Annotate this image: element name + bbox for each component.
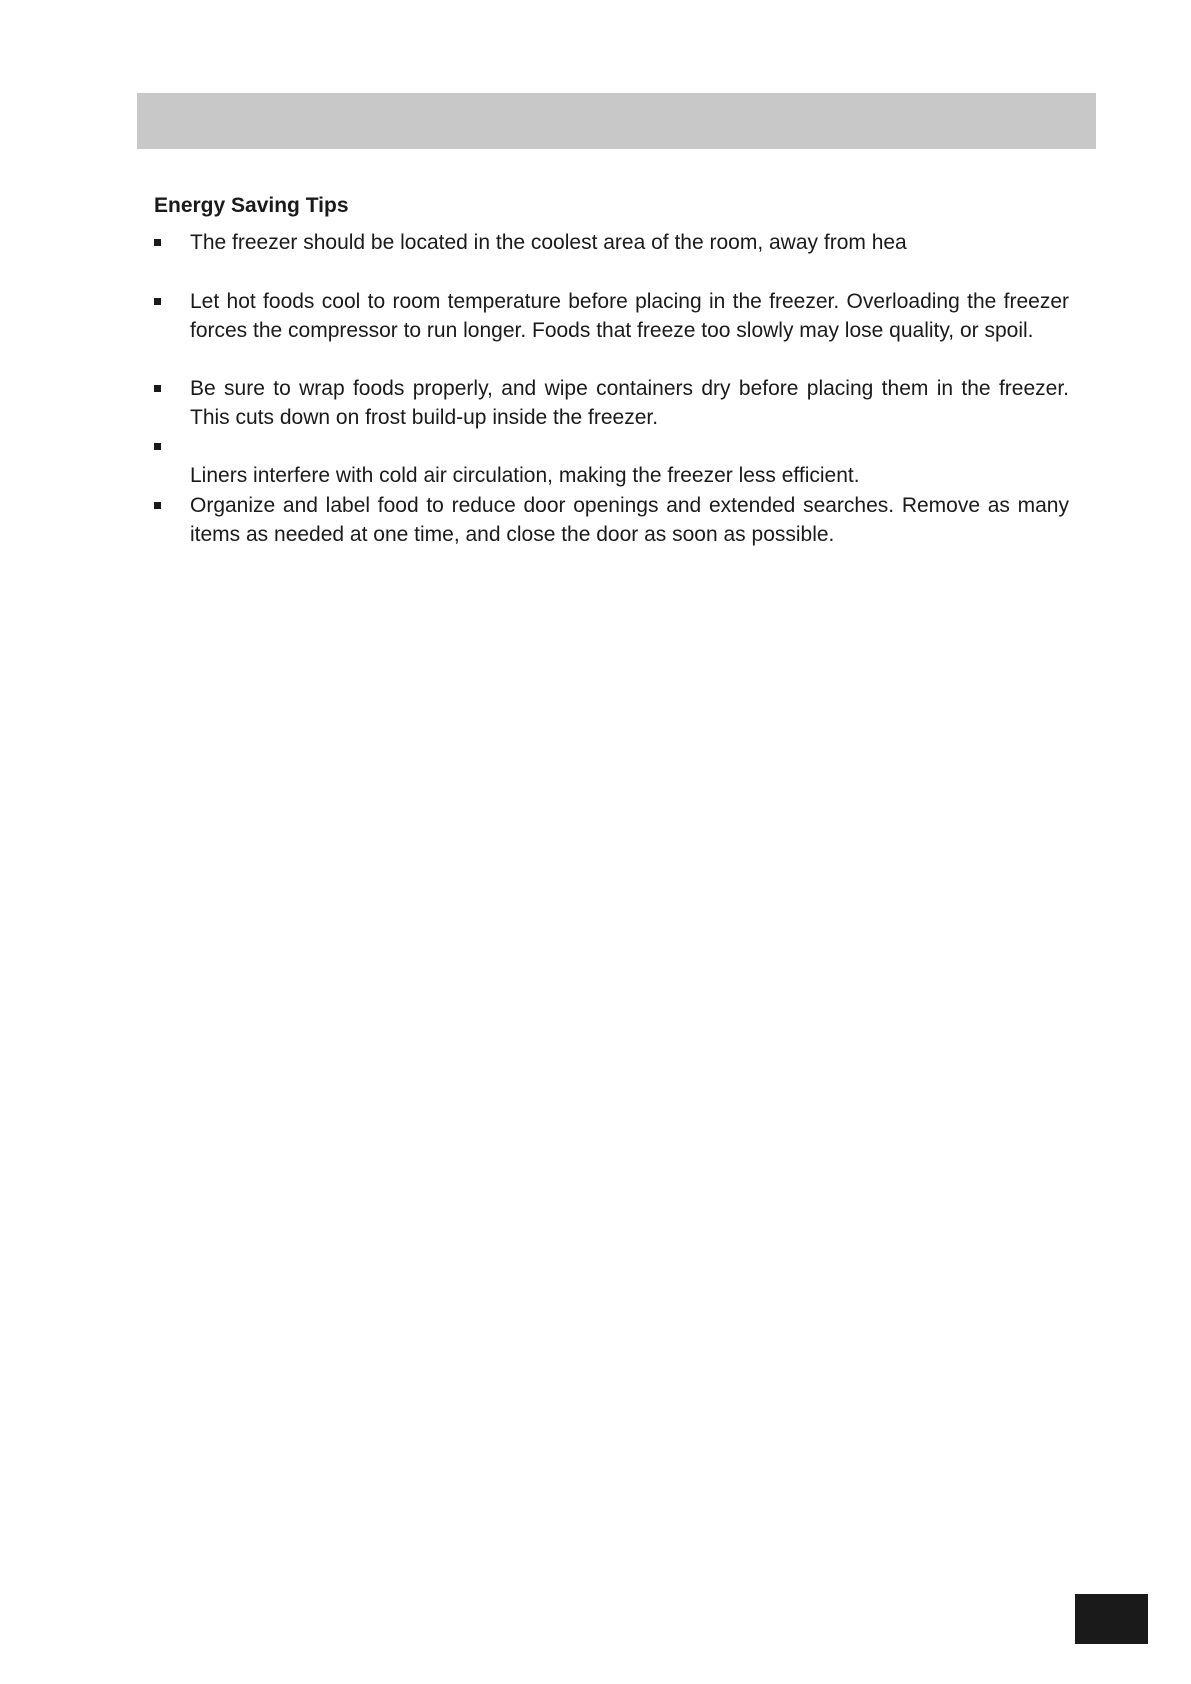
square-bullet-icon bbox=[154, 443, 161, 450]
square-bullet-icon bbox=[154, 239, 161, 246]
tip-text: The freezer should be located in the coolest area of the room, away from hea bbox=[190, 231, 907, 254]
page-number-box bbox=[1075, 1594, 1148, 1644]
tip-text: Liners interfere with cold air circulation, making the freezer less efficient. bbox=[190, 464, 860, 487]
tip-text: Organize and label food to reduce door openings and extended searches. Remove as many items as needed at one time, and close the door as soon as possible. bbox=[190, 494, 1069, 546]
section-title: Energy Saving Tips bbox=[154, 194, 349, 217]
square-bullet-icon bbox=[154, 385, 161, 392]
square-bullet-icon bbox=[154, 298, 161, 305]
tip-text: Be sure to wrap foods properly, and wipe containers dry before placing them in the freezer. This cuts down on frost build-up inside the freezer. bbox=[190, 377, 1069, 429]
tip-item bbox=[154, 228, 1069, 257]
tip-item bbox=[154, 432, 1069, 490]
tip-text: Let hot foods cool to room temperature before placing in the freezer. Overloading the freezer forces the compressor to run longer. Foods that freeze too slowly may lose quality, or spoil. bbox=[190, 290, 1069, 342]
tip-item bbox=[154, 491, 1069, 549]
square-bullet-icon bbox=[154, 502, 161, 509]
tip-item bbox=[154, 374, 1069, 432]
tip-item bbox=[154, 287, 1069, 345]
header-bar bbox=[137, 93, 1096, 149]
